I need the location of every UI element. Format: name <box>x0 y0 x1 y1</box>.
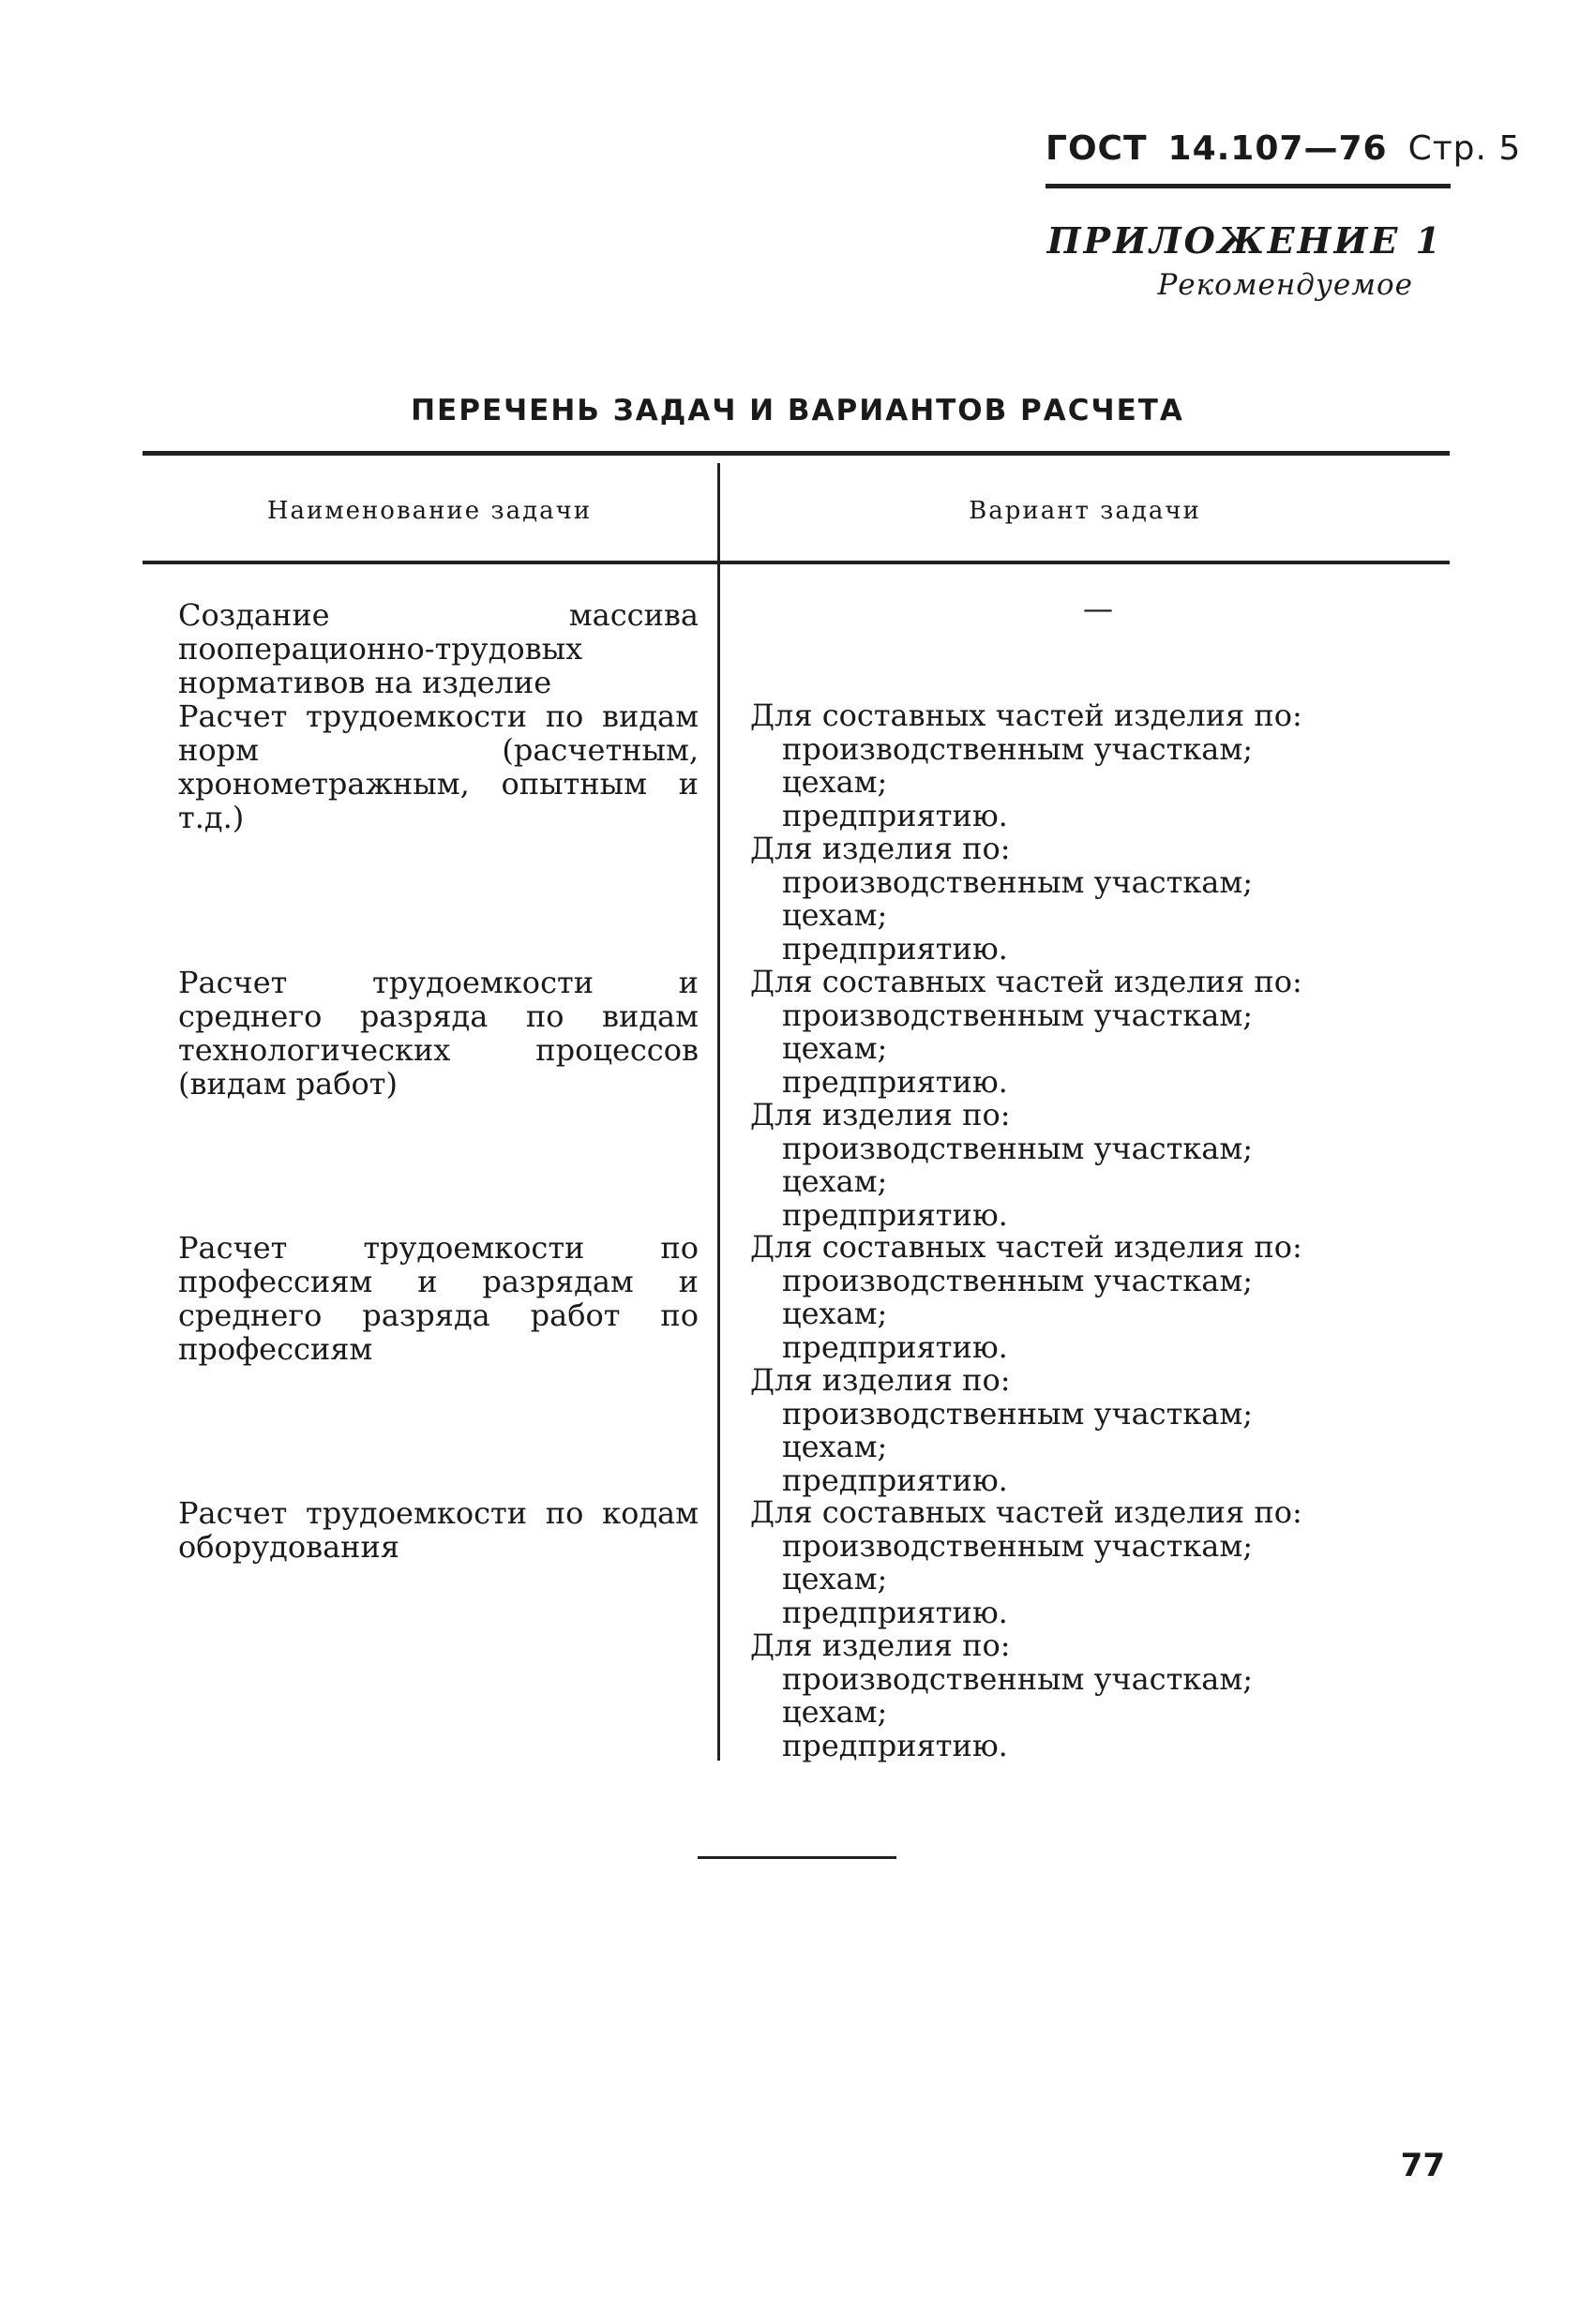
document-header <box>1046 129 1522 168</box>
task-name-1: Создание массива пооперационно-трудовых нормативов на изделие <box>178 597 699 700</box>
table-top-rule <box>143 451 1450 456</box>
variant-line: предприятию. <box>782 1328 1008 1365</box>
standard-label: ГОСТ <box>1046 129 1148 168</box>
variant-line: производственным участкам; <box>782 730 1254 767</box>
appendix-title: ПРИЛОЖЕНИЕ 1 <box>1046 219 1443 262</box>
task-variant-3 <box>750 966 1444 1232</box>
task-variant-1-dash: — <box>1083 591 1113 626</box>
variant-line: предприятию. <box>782 1063 1008 1100</box>
variant-line: производственным участкам; <box>782 1660 1254 1697</box>
page-label: Стр. 5 <box>1407 129 1522 168</box>
end-rule <box>698 1856 896 1859</box>
table-header-rule <box>143 561 1450 564</box>
variant-line: производственным участкам; <box>782 1527 1254 1564</box>
variant-line: производственным участкам; <box>782 1262 1254 1298</box>
variant-line: Для изделия по: <box>750 1627 1011 1663</box>
page-number: 77 <box>1400 2147 1445 2184</box>
variant-line: Для составных частей изделия по: <box>750 1229 1302 1265</box>
column-header-task-name: Наименование задачи <box>266 497 593 525</box>
task-variant-2 <box>750 699 1444 966</box>
variant-line: предприятию. <box>782 797 1008 833</box>
column-header-task-variant: Вариант задачи <box>969 497 1201 525</box>
column-divider <box>717 463 720 1761</box>
variant-line: Для составных частей изделия по: <box>750 964 1302 999</box>
variant-line: Для изделия по: <box>750 1097 1011 1132</box>
variant-line: предприятию. <box>782 1196 1008 1233</box>
variant-line: предприятию. <box>782 1462 1008 1498</box>
variant-line: Для изделия по: <box>750 831 1011 866</box>
variant-line: цехам; <box>782 1030 888 1066</box>
task-name-3: Расчет трудоемкости и среднего разряда по видам технологических процессов (видам работ) <box>178 965 699 1102</box>
variant-line: цехам; <box>782 1561 888 1597</box>
standard-number: 14.107—76 <box>1167 129 1388 168</box>
variant-line: цехам; <box>782 764 888 800</box>
task-name-4: Расчет трудоемкости по профессиям и разрядам и среднего разряда работ по профессиям <box>178 1230 699 1367</box>
variant-line: предприятию. <box>782 1594 1008 1630</box>
variant-line: цехам; <box>782 1163 888 1199</box>
task-variant-4 <box>750 1231 1444 1497</box>
variant-line: цехам; <box>782 897 888 933</box>
task-variant-5 <box>750 1496 1444 1762</box>
variant-line: Для составных частей изделия по: <box>750 1494 1302 1530</box>
task-name-5: Расчет трудоемкости по кодам оборудования <box>178 1495 699 1565</box>
variant-line: предприятию. <box>782 930 1008 967</box>
variant-line: Для изделия по: <box>750 1362 1011 1398</box>
variant-line: Для составных частей изделия по: <box>750 697 1302 733</box>
variant-line: цехам; <box>782 1296 888 1331</box>
page-title: ПЕРЕЧЕНЬ ЗАДАЧ И ВАРИАНТОВ РАСЧЕТА <box>411 394 1184 427</box>
variant-line: цехам; <box>782 1429 888 1464</box>
variant-line: производственным участкам; <box>782 863 1254 900</box>
appendix-subtitle: Рекомендуемое <box>1157 268 1413 302</box>
variant-line: производственным участкам; <box>782 1395 1254 1432</box>
variant-line: производственным участкам; <box>782 1130 1254 1166</box>
variant-line: предприятию. <box>782 1727 1008 1763</box>
variant-line: цехам; <box>782 1694 888 1730</box>
task-name-2: Расчет трудоемкости по видам норм (расчетным, хронометражным, опытным и т.д.) <box>178 698 699 835</box>
header-rule <box>1046 184 1451 188</box>
variant-line: производственным участкам; <box>782 997 1254 1033</box>
